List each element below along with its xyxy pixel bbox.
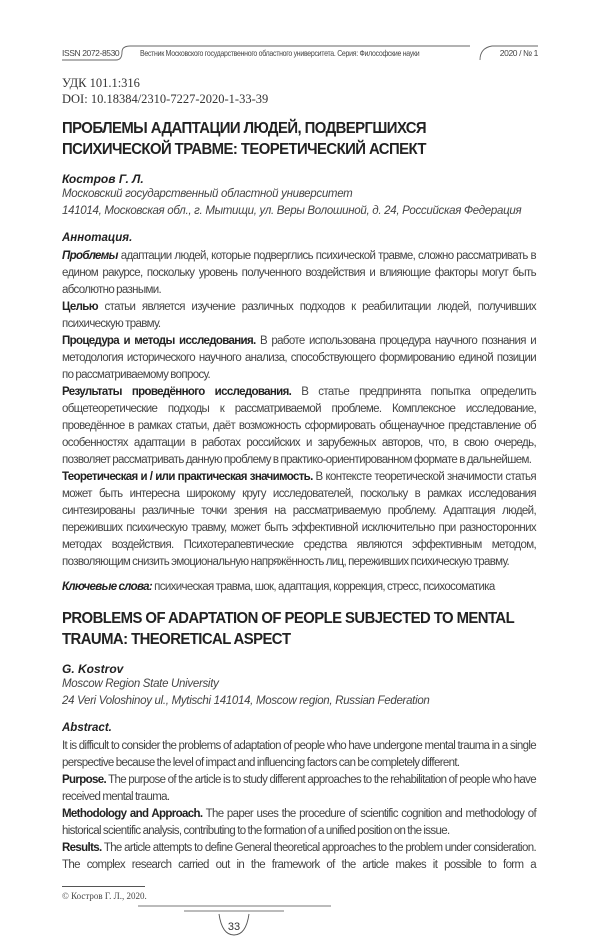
footnote-rule — [62, 886, 145, 887]
abstract-paragraph: It is difficult to consider the problems of adaptation of people who have undergone mental trauma in a single perspective because the level of impact and influencing factors can be completely different. — [62, 738, 536, 772]
annotation-paragraph: Целью статьи является изучение различных подходов к реабилитации людей, получивших психическую травму. — [62, 299, 536, 333]
abstract-paragraph: Methodology and Approach. The paper uses the procedure of scientific cognition and methodology of historical scientific analysis, contributing to the formation of a unified position on the issue. — [62, 806, 536, 840]
annotation-paragraph: Процедура и методы исследования. В работе использована процедура научного познания и методология исторического научного анализа, способствующего формированию единой позиции по рассматриваемому вопросу. — [62, 333, 536, 384]
address-ru: 141014, Московская обл., г. Мытищи, ул. Веры Волошиной, д. 24, Российская Федерация — [62, 203, 536, 220]
udk-code: УДК 101.1:316 — [62, 76, 140, 91]
annotation-paragraph: Результаты проведённого исследования. В статье предпринята попытка определить общетеоретические подходы к рассматриваемой проблеме. Комплексное исследование, проведённое в рамках статьи, даёт возможность сформировать общенаучное представление об особенностях адаптации в работах российских и зарубежных авторов, что, в свою очередь, позволяет рассматривать данную проблему в практико-ориентированном формате в дальнейшем. — [62, 384, 536, 469]
abstract-label: Abstract. — [62, 722, 536, 734]
author-ru: Костров Г. Л. — [62, 172, 536, 186]
page-number: 33 — [134, 921, 334, 933]
annotation-label: Аннотация. — [62, 232, 536, 244]
article-title-ru: ПРОБЛЕМЫ АДАПТАЦИИ ЛЮДЕЙ, ПОДВЕРГШИХСЯ ПСИХИЧЕСКОЙ ТРАВМЕ: ТЕОРЕТИЧЕСКИЙ АСПЕКТ — [62, 118, 538, 160]
affiliation-ru: Московский государственный областной университет — [62, 186, 536, 203]
issn: ISSN 2072-8530 — [62, 48, 119, 58]
article-content — [62, 0, 536, 874]
journal-title: Вестник Московского государственного областного университета. Серия: Философские науки — [140, 48, 419, 58]
issue-number: 2020 / № 1 — [500, 48, 538, 58]
author-en: G. Kostrov — [62, 662, 536, 676]
copyright-footnote: © Костров Г. Л., 2020. — [62, 891, 536, 901]
abstract-paragraph: Results. The article attempts to define General theoretical approaches to the problem under consideration. The complex research carried out in the framework of the article makes it possible to form a — [62, 840, 536, 874]
annotation-paragraph: Теоретическая и / или практическая значимость. В контексте теоретической значимости статья может быть интересна широкому кругу исследователей, поскольку в рамках исследования синтезированы различные точки зрения на рассматриваемую проблему. Адаптация людей, переживших психическую травму, может быть эффективной исключительно при разносторонних методах воздействия. Психотерапевтические средства являются эффективным методом, позволяющим снизить эмоциональную напряжённость лиц, переживших психическую травму. — [62, 469, 536, 571]
doi: DOI: 10.18384/2310-7227-2020-1-33-39 — [62, 92, 268, 107]
annotation-paragraph: Проблемы адаптации людей, которые подверглись психической травме, сложно рассматривать в едином ракурсе, поскольку уровень полученного воздействия и влияющие факторы могут быть абсолютно разными. — [62, 248, 536, 299]
article-title-en: PROBLEMS OF ADAPTATION OF PEOPLE SUBJECTED TO MENTAL TRAUMA: THEORETICAL ASPECT — [62, 608, 538, 650]
address-en: 24 Veri Voloshinoy ul., Mytischi 141014, Moscow region, Russian Federation — [62, 693, 536, 710]
keywords: Ключевые слова: психическая травма, шок, адаптация, коррекция, стресс, психосоматика — [62, 579, 536, 596]
page-number-block — [138, 905, 338, 945]
affiliation-en: Moscow Region State University — [62, 676, 536, 693]
abstract-paragraph: Purpose. The purpose of the article is to study different approaches to the rehabilitation of people who have received mental trauma. — [62, 772, 536, 806]
page-footer — [62, 874, 536, 901]
